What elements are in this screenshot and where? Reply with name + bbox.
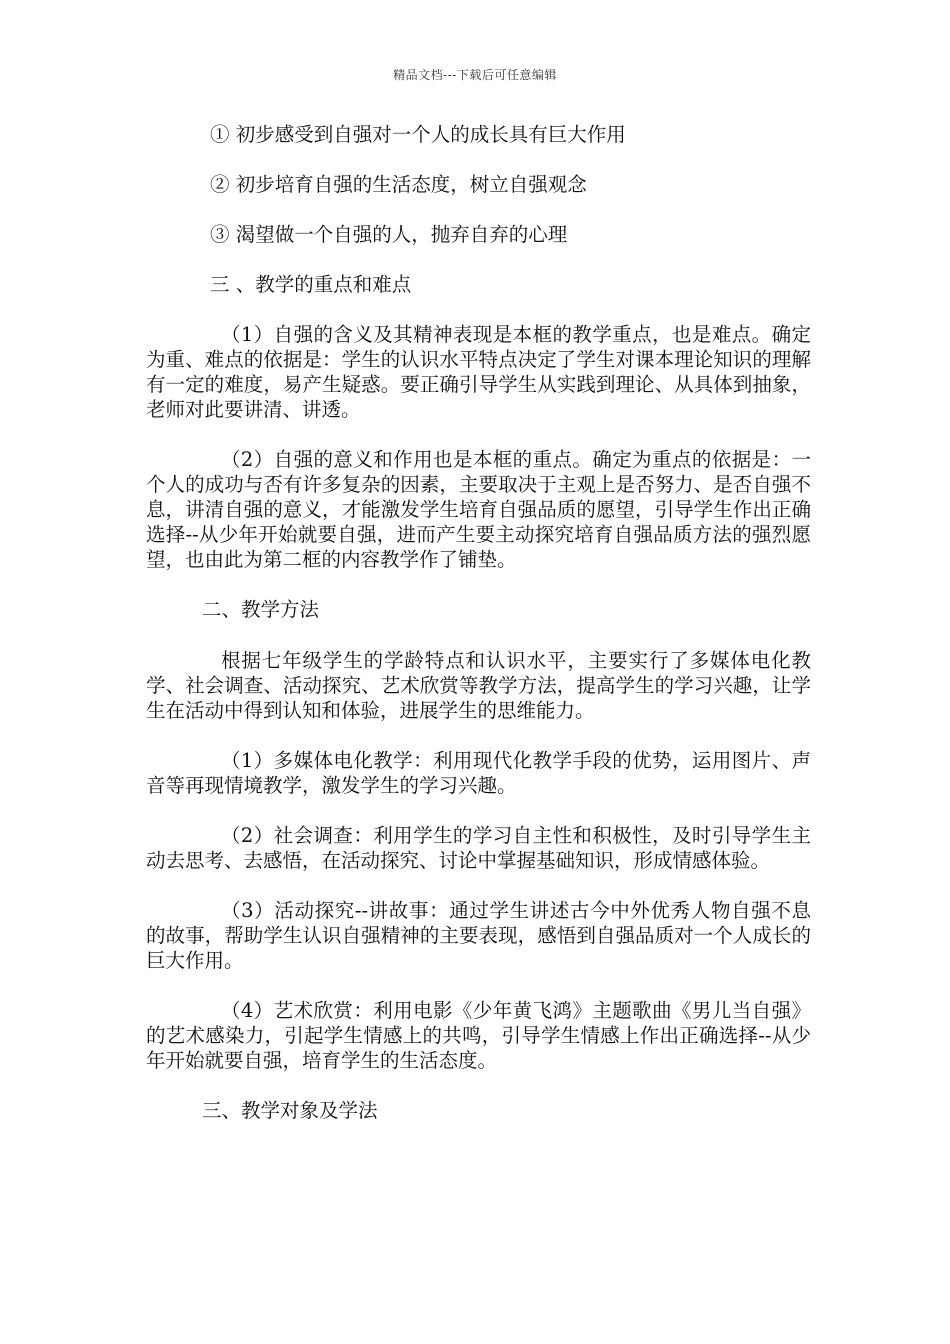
page-header: 精品文档---下载后可任意编辑 xyxy=(393,68,557,82)
document-body xyxy=(146,122,811,1123)
method-item-4: （4）艺术欣赏：利用电影《少年黄飞鸿》主题歌曲《男儿当自强》的艺术感染力，引起学生情感上的共鸣，引导学生情感上作出正确选择--从少年开始就要自强，培育学生的生活态度。 xyxy=(146,999,811,1072)
key-point-paragraph-1: （1）自强的含义及其精神表现是本框的教学重点，也是难点。确定为重、难点的依据是：学生的认识水平特点决定了学生对课本理论知识的理解有一定的难度，易产生疑惑。要正确引导学生从实践到理论、从具体到抽象，老师对此要讲清、讲透。 xyxy=(146,323,811,421)
objective-3: ③ 渴望做一个自强的人，抛弃自弃的心理 xyxy=(210,223,568,246)
method-item-3: （3）活动探究--讲故事：通过学生讲述古今中外优秀人物自强不息的故事，帮助学生认识自强精神的主要表现，感悟到自强品质对一个人成长的巨大作用。 xyxy=(146,899,811,972)
section-methods-heading: 二、教学方法 xyxy=(202,598,320,621)
method-item-2: （2）社会调查：利用学生的学习自主性和积极性，及时引导学生主动去思考、去感悟，在活动探究、讨论中掌握基础知识，形成情感体验。 xyxy=(146,824,811,872)
objective-2: ② 初步培育自强的生活态度，树立自强观念 xyxy=(210,173,587,196)
objective-1: ① 初步感受到自强对一个人的成长具有巨大作用 xyxy=(210,123,626,146)
section-objects-heading: 三、教学对象及学法 xyxy=(202,1099,378,1122)
section-key-points-heading: 三 、教学的重点和难点 xyxy=(210,273,412,296)
key-point-paragraph-2: （2）自强的意义和作用也是本框的重点。确定为重点的依据是：一个人的成功与否有许多复杂的因素，主要取决于主观上是否努力、是否自强不息，讲清自强的意义，才能激发学生培育自强品质的愿望，引导学生作出正确选择--从少年开始就要自强，进而产生要主动探究培育自强品质方法的强烈愿望，也由此为第二框的内容教学作了铺垫。 xyxy=(146,448,811,571)
method-item-1: （1）多媒体电化教学：利用现代化教学手段的优势，运用图片、声音等再现情境教学，激发学生的学习兴趣。 xyxy=(146,749,811,797)
methods-intro-paragraph: 根据七年级学生的学龄特点和认识水平，主要实行了多媒体电化教学、社会调查、活动探究、艺术欣赏等教学方法，提高学生的学习兴趣，让学生在活动中得到认知和体验，进展学生的思维能力。 xyxy=(146,649,811,722)
